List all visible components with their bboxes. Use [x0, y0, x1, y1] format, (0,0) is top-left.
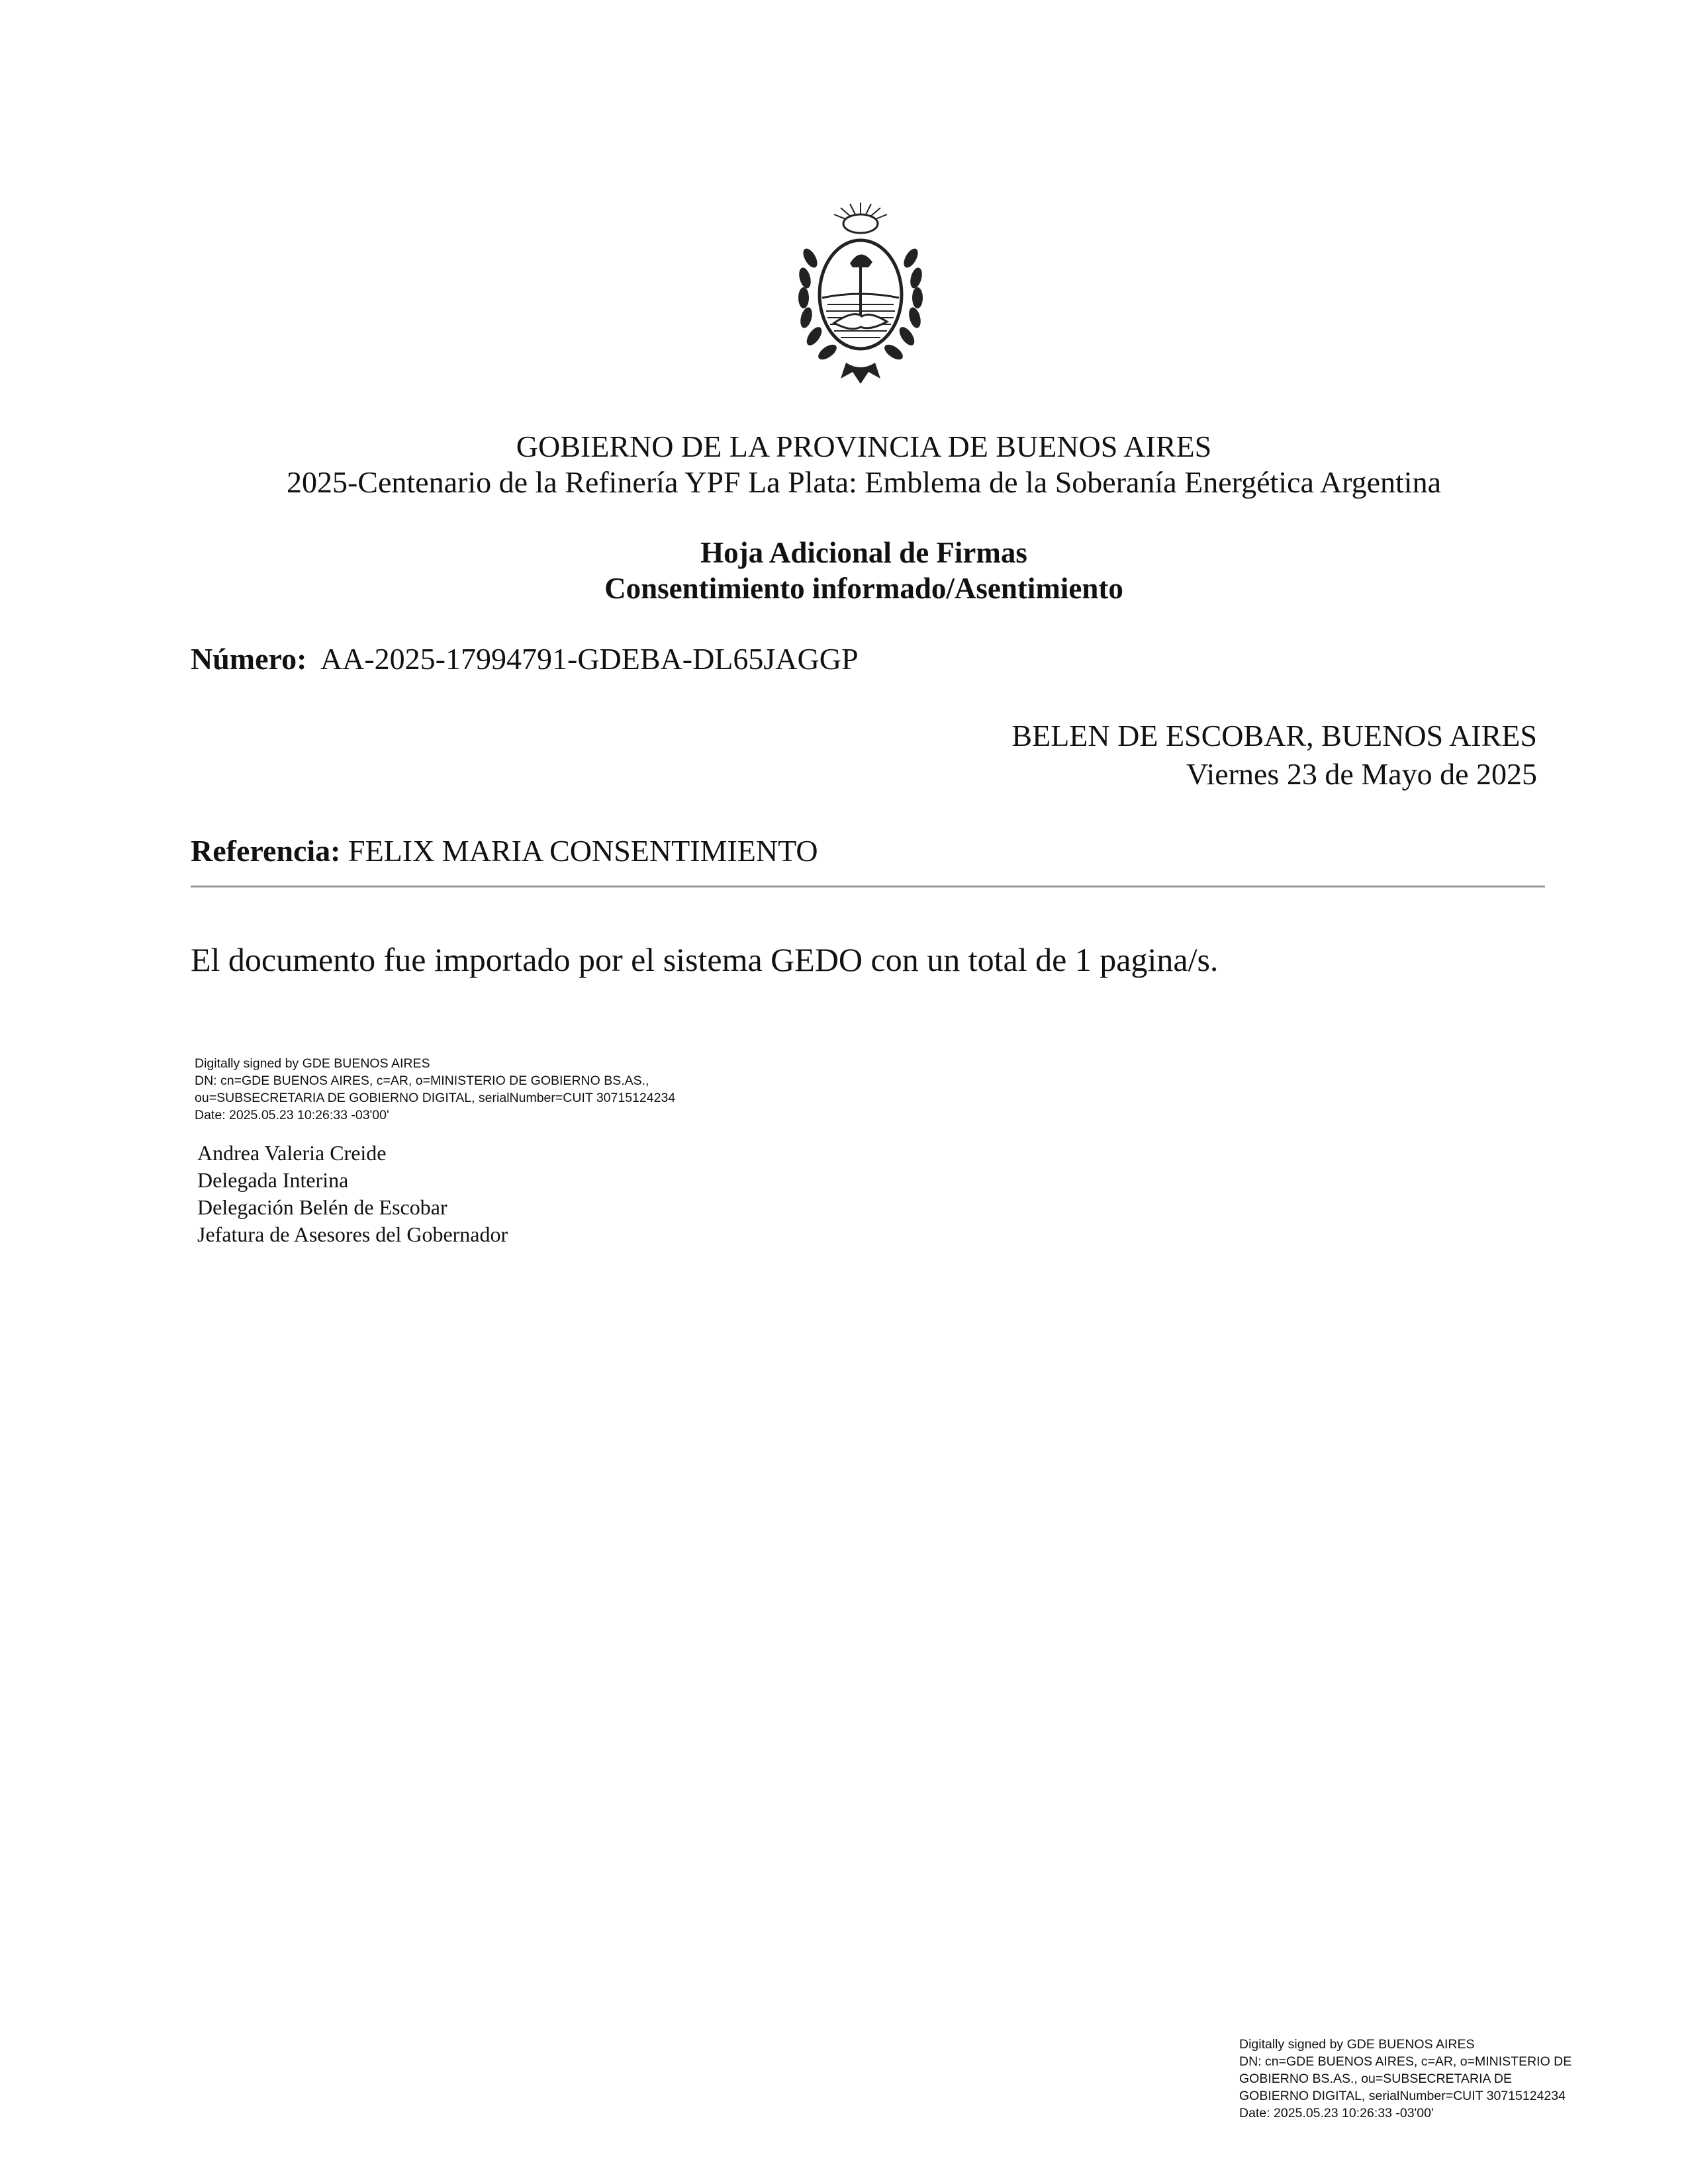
- footer-signature-line: Date: 2025.05.23 10:26:33 -03'00': [1239, 2106, 1434, 2120]
- city: BELEN DE ESCOBAR, BUENOS AIRES: [1011, 719, 1537, 752]
- reference: [191, 833, 818, 870]
- year-motto: 2025-Centenario de la Refinería YPF La Plata: Emblema de la Soberanía Energética Argentina: [286, 465, 1442, 499]
- date: Viernes 23 de Mayo de 2025: [1186, 757, 1537, 791]
- body-text: El documento fue importado por el sistema GEDO con un total de 1 pagina/s.: [191, 941, 1219, 978]
- signer-block: [197, 1140, 508, 1248]
- place-and-date: [1011, 717, 1537, 794]
- signature-line: DN: cn=GDE BUENOS AIRES, c=AR, o=MINISTERIO DE GOBIERNO BS.AS.,: [195, 1073, 649, 1088]
- footer-signature-stamp: [1239, 2036, 1571, 2122]
- document-number: [191, 641, 859, 678]
- digital-signature-stamp: [195, 1055, 675, 1124]
- government-name: GOBIERNO DE LA PROVINCIA DE BUENOS AIRES: [516, 430, 1212, 463]
- document-subtitle: Consentimiento informado/Asentimiento: [604, 572, 1123, 605]
- signature-line: Digitally signed by GDE BUENOS AIRES: [195, 1056, 430, 1071]
- document-number-label: Número:: [191, 642, 307, 676]
- signer-role: Delegada Interina: [197, 1168, 349, 1192]
- signature-line: ou=SUBSECRETARIA DE GOBIERNO DIGITAL, serialNumber=CUIT 30715124234: [195, 1091, 676, 1105]
- document-titles: [0, 535, 1688, 606]
- signer-office: Delegación Belén de Escobar: [197, 1195, 447, 1219]
- reference-label: Referencia:: [191, 834, 341, 868]
- signer-department: Jefatura de Asesores del Gobernador: [197, 1222, 508, 1246]
- footer-signature-line: GOBIERNO DIGITAL, serialNumber=CUIT 30715124234: [1239, 2089, 1566, 2103]
- signature-line: Date: 2025.05.23 10:26:33 -03'00': [195, 1108, 389, 1122]
- footer-signature-line: DN: cn=GDE BUENOS AIRES, c=AR, o=MINISTERIO DE: [1239, 2054, 1572, 2069]
- divider: [191, 886, 1545, 887]
- coat-of-arms-icon: [788, 199, 933, 390]
- document-title: Hoja Adicional de Firmas: [700, 536, 1027, 569]
- footer-signature-line: Digitally signed by GDE BUENOS AIRES: [1239, 2037, 1475, 2052]
- reference-value: FELIX MARIA CONSENTIMIENTO: [348, 834, 818, 868]
- document-number-value: AA-2025-17994791-GDEBA-DL65JAGGP: [320, 642, 859, 676]
- document-header: [0, 429, 1688, 500]
- signer-name: Andrea Valeria Creide: [197, 1141, 387, 1165]
- footer-signature-line: GOBIERNO BS.AS., ou=SUBSECRETARIA DE: [1239, 2071, 1512, 2086]
